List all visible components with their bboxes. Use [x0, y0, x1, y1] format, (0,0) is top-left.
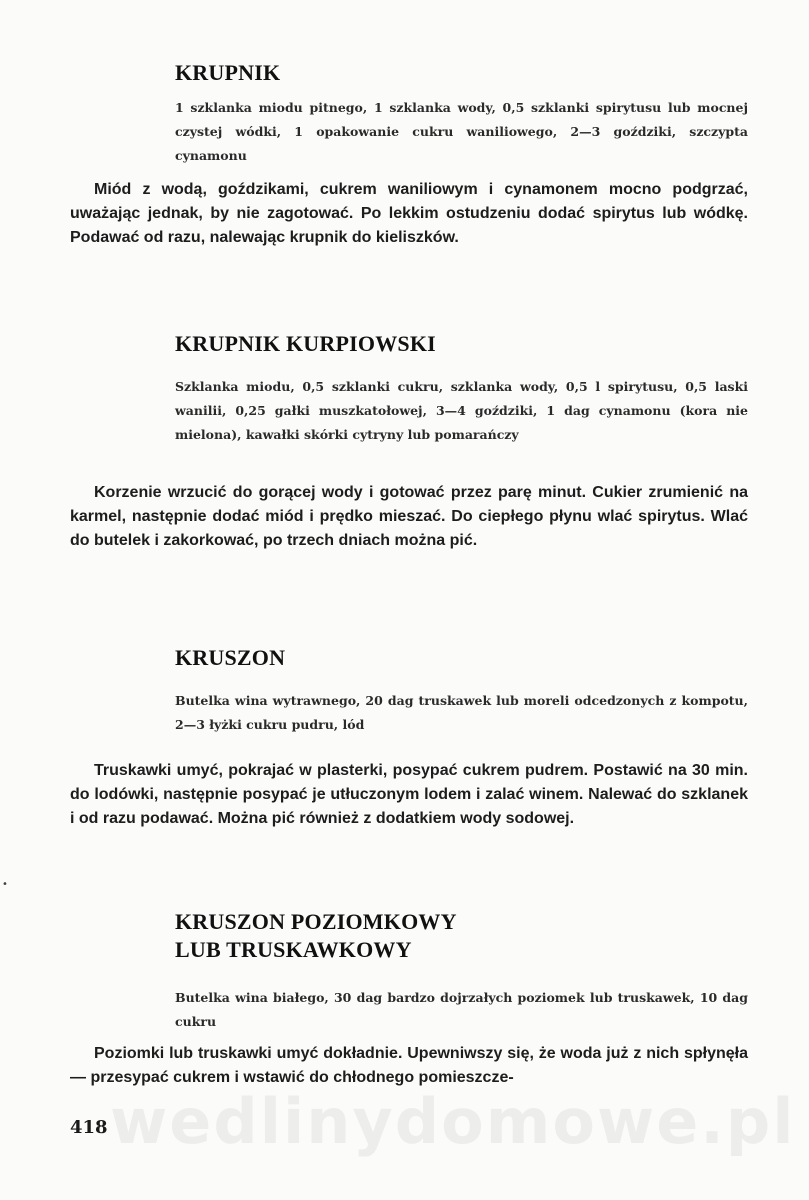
- recipe-instructions-kruszon-poziomkowy: Poziomki lub truskawki umyć dokładnie. Upewniwszy się, że woda już z nich spłynęła — przesypać cukrem i wstawić do chłodnego pomieszcze-: [70, 1045, 748, 1086]
- recipe-title-kruszon: KRUSZON: [175, 645, 286, 670]
- recipe-ingredients-krupnik: 1 szklanka miodu pitnego, 1 szklanka wody, 0,5 szklanki spirytusu lub mocnej czystej wódki, 1 opakowanie cukru waniliowego, 2—3 goździki, szczypta cynamonu: [175, 100, 748, 163]
- recipe-ingredients-krupnik-kurpiowski: Szklanka miodu, 0,5 szklanki cukru, szklanka wody, 0,5 l spirytusu, 0,5 laski wanilii, 0,25 gałki muszkatołowej, 3—4 goździki, 1 dag cynamonu (kora nie mielona), kawałki skórki cytryny lub pomarańczy: [175, 379, 748, 442]
- watermark: wedlinydomowe.pl: [110, 1085, 796, 1158]
- recipe-instructions-krupnik-kurpiowski: Korzenie wrzucić do gorącej wody i gotować przez parę minut. Cukier zrumienić na karmel, następnie dodać miód i prędko mieszać. Do ciepłego płynu wlać spirytus. Wlać do butelek i zakorkować, po trzech dniach można pić.: [70, 484, 748, 549]
- recipe-ingredients-kruszon-poziomkowy: Butelka wina białego, 30 dag bardzo dojrzałych poziomek lub truskawek, 10 dag cukru: [175, 990, 748, 1029]
- recipe-title-kruszon-poziomkowy-line1: KRUSZON POZIOMKOWY: [175, 909, 457, 934]
- recipe-ingredients-kruszon: Butelka wina wytrawnego, 20 dag truskawek lub moreli odcedzonych z kompotu, 2—3 łyżki cukru pudru, lód: [175, 693, 748, 732]
- recipe-title-kruszon-poziomkowy-line2: LUB TRUSKAWKOWY: [175, 937, 412, 962]
- margin-speck: •: [2, 879, 8, 890]
- recipe-instructions-kruszon: Truskawki umyć, pokrajać w plasterki, posypać cukrem pudrem. Postawić na 30 min. do lodówki, następnie posypać je utłuczonym lodem i zalać winem. Nalewać do szklanek i od razu podawać. Można pić również z dodatkiem wody sodowej.: [70, 762, 748, 827]
- recipe-title-krupnik: KRUPNIK: [175, 60, 281, 85]
- recipe-instructions-krupnik: Miód z wodą, goździkami, cukrem waniliowym i cynamonem mocno podgrzać, uważając jednak, by nie zagotować. Po lekkim ostudzeniu dodać spirytus lub wódkę. Podawać od razu, nalewając krupnik do kieliszków.: [70, 181, 748, 246]
- recipe-title-krupnik-kurpiowski: KRUPNIK KURPIOWSKI: [175, 331, 436, 356]
- page-number: 418: [70, 1117, 108, 1138]
